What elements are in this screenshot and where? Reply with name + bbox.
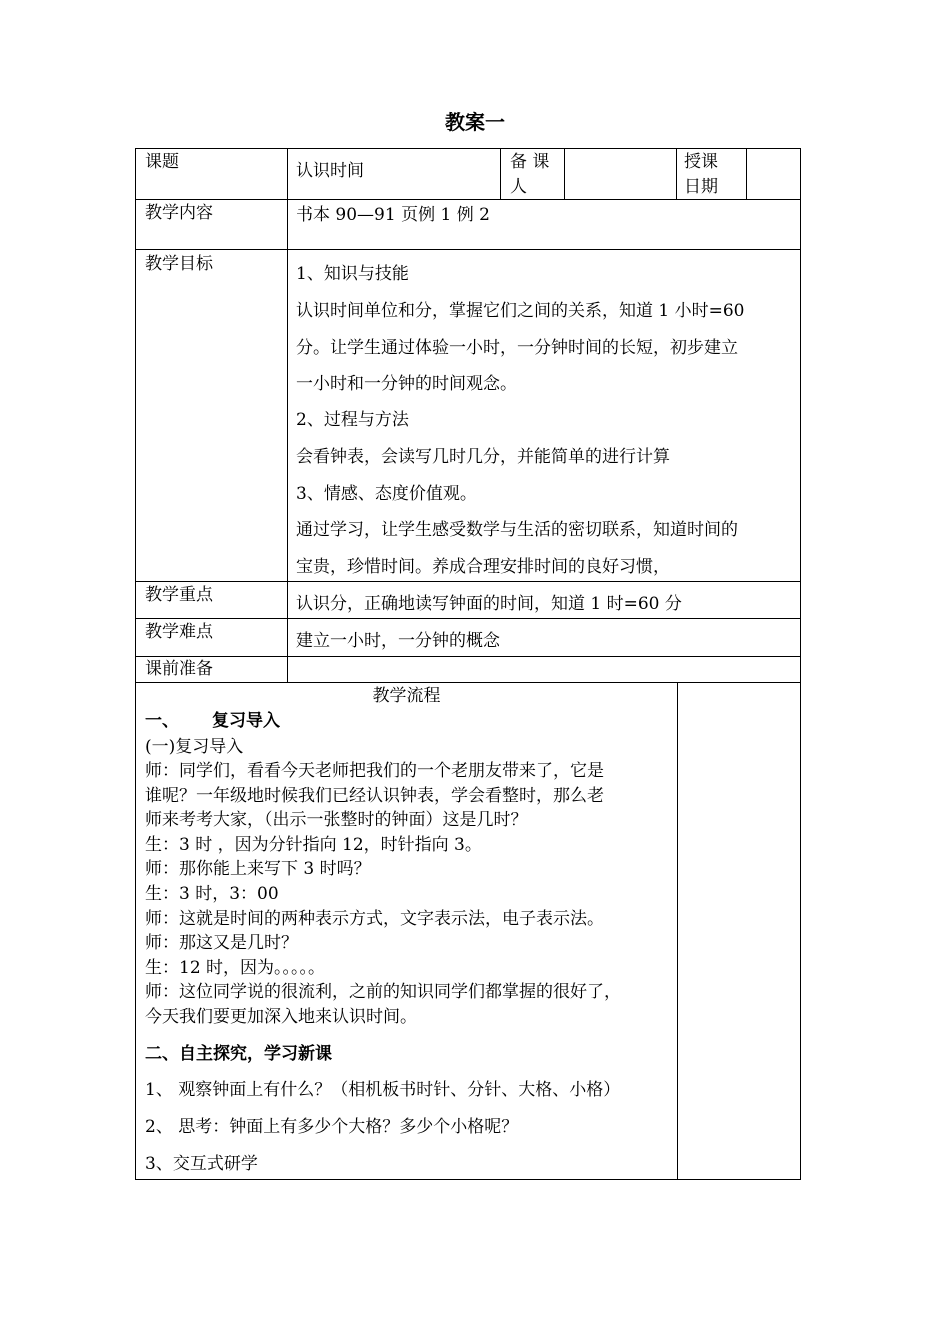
goals-line: 分。让学生通过体验一小时，一分钟时间的长短，初步建立 bbox=[296, 338, 738, 358]
column-divider bbox=[746, 149, 747, 199]
goals-line: 宝贵，珍惜时间。养成合理安排时间的良好习惯， bbox=[296, 557, 670, 577]
row-divider bbox=[136, 656, 800, 657]
process-heading: 教学流程 bbox=[372, 686, 441, 706]
difficulty-value: 建立一小时，一分钟的概念 bbox=[296, 631, 500, 651]
process-line: 师：同学们，看看今天老师把我们的一个老朋友带来了，它是 bbox=[145, 761, 604, 781]
step-3: 3、交互式研学 bbox=[145, 1154, 258, 1174]
process-line: 师：那这又是几时？ bbox=[145, 933, 298, 953]
key-points-value: 认识分，正确地读写钟面的时间，知道 1 时=60 分 bbox=[296, 594, 682, 614]
step-1: 1、 观察钟面上有什么？（相机板书时针、分针、大格、小格） bbox=[145, 1080, 621, 1100]
goals-line: 一小时和一分钟的时间观念。 bbox=[296, 374, 517, 394]
goals-line: 通过学习，让学生感受数学与生活的密切联系，知道时间的 bbox=[296, 520, 738, 540]
goals-line: 2、过程与方法 bbox=[296, 410, 409, 430]
key-points-label: 教学重点 bbox=[145, 585, 213, 605]
section2-title: 二、自主探究，学习新课 bbox=[145, 1044, 332, 1064]
document-title: 教案一 bbox=[445, 110, 505, 134]
difficulty-label: 教学难点 bbox=[145, 622, 213, 642]
date-label: 授课 bbox=[684, 152, 718, 172]
lesson-plan-table bbox=[135, 148, 801, 1180]
topic-label: 课题 bbox=[145, 152, 179, 172]
row-divider bbox=[136, 581, 800, 582]
section1-number: 一、 bbox=[145, 711, 179, 731]
goals-line: 认识时间单位和分，掌握它们之间的关系，知道 1 小时=60 bbox=[296, 301, 745, 321]
process-line: 师：这就是时间的两种表示方式，文字表示法，电子表示法。 bbox=[145, 909, 604, 929]
process-line: 生：3 时，3：00 bbox=[145, 884, 279, 904]
row-divider bbox=[136, 682, 800, 683]
process-line: 生：12 时，因为。。。。。 bbox=[145, 958, 326, 978]
column-divider bbox=[677, 682, 678, 1179]
goals-line: 3、情感、态度价值观。 bbox=[296, 484, 477, 504]
process-line: (一)复习导入 bbox=[145, 737, 244, 757]
goals-line: 1、知识与技能 bbox=[296, 264, 409, 284]
column-divider bbox=[676, 149, 677, 199]
row-divider bbox=[136, 249, 800, 250]
goals-label: 教学目标 bbox=[145, 254, 213, 274]
preparer-label: 备 课 bbox=[510, 152, 550, 172]
content-label: 教学内容 bbox=[145, 203, 213, 223]
preparer-label: 人 bbox=[510, 177, 527, 197]
process-line: 师：那你能上来写下 3 时吗？ bbox=[145, 859, 371, 879]
date-label: 日期 bbox=[684, 177, 718, 197]
column-divider bbox=[287, 149, 288, 682]
goals-line: 会看钟表，会读写几时几分，并能简单的进行计算 bbox=[296, 447, 670, 467]
preparation-label: 课前准备 bbox=[145, 659, 213, 679]
topic-value: 认识时间 bbox=[296, 161, 364, 181]
content-value: 书本 90—91 页例 1 例 2 bbox=[296, 205, 490, 225]
process-line: 生：3 时 ，因为分针指向 12，时针指向 3。 bbox=[145, 835, 482, 855]
column-divider bbox=[500, 149, 501, 199]
step-2: 2、 思考：钟面上有多少个大格？多少个小格呢？ bbox=[145, 1117, 519, 1137]
section1-title: 复习导入 bbox=[212, 711, 280, 731]
process-line: 师：这位同学说的很流利，之前的知识同学们都掌握的很好了， bbox=[145, 982, 621, 1002]
process-line: 师来考考大家，（出示一张整时的钟面）这是几时？ bbox=[145, 810, 528, 830]
process-line: 谁呢？一年级地时候我们已经认识钟表，学会看整时，那么老 bbox=[145, 786, 604, 806]
column-divider bbox=[564, 149, 565, 199]
row-divider bbox=[136, 618, 800, 619]
process-line: 今天我们要更加深入地来认识时间。 bbox=[145, 1007, 417, 1027]
